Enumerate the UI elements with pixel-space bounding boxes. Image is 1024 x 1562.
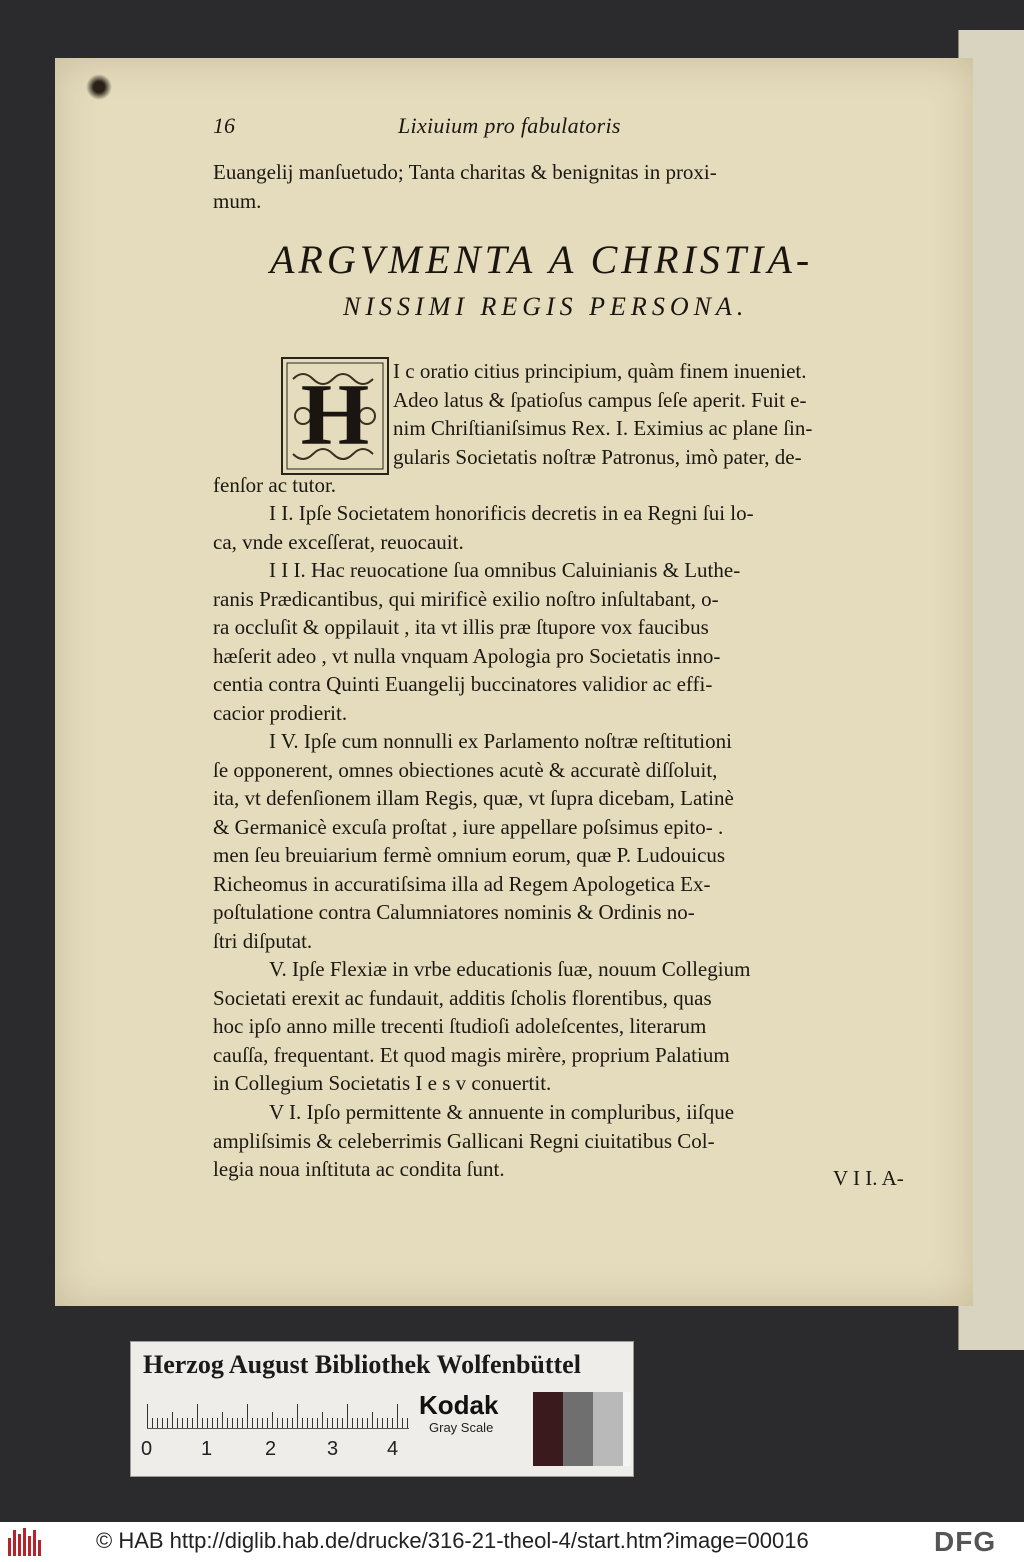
ruler-tick bbox=[212, 1418, 213, 1428]
text-line: centia contra Quinti Euangelij buccinatores validior ac effi- bbox=[213, 672, 713, 696]
ruler-tick bbox=[187, 1418, 188, 1428]
ruler-tick bbox=[192, 1418, 193, 1428]
ruler-tick bbox=[397, 1404, 398, 1428]
ruler-tick bbox=[147, 1404, 148, 1428]
ruler-number: 2 bbox=[265, 1438, 277, 1460]
text-line: nim Chriſtianiſsimus Rex. I. Eximius ac plane ſin- bbox=[393, 416, 813, 440]
ruler-tick bbox=[227, 1418, 228, 1428]
library-name: Herzog August Bibliothek Wolfenbüttel bbox=[143, 1350, 581, 1379]
decorated-initial bbox=[281, 357, 389, 475]
text-line: ra occluſit & oppilauit , ita vt illis præ ſtupore vox faucibus bbox=[213, 615, 709, 639]
ruler-tick bbox=[302, 1418, 303, 1428]
citation-link[interactable]: © HAB http://diglib.hab.de/drucke/316-21-theol-4/start.htm?image=00016 bbox=[96, 1528, 809, 1553]
scale-ruler bbox=[147, 1402, 409, 1429]
text-line: legia noua inſtituta ac condita ſunt. bbox=[213, 1157, 505, 1181]
ruler-tick bbox=[342, 1418, 343, 1428]
text-line: V I. Ipſo permittente & annuente in compluribus, iiſque bbox=[269, 1100, 735, 1124]
ruler-tick bbox=[232, 1418, 233, 1428]
ruler-tick bbox=[242, 1418, 243, 1428]
ruler-tick bbox=[202, 1418, 203, 1428]
ruler-tick bbox=[407, 1418, 408, 1428]
ruler-tick bbox=[297, 1404, 298, 1428]
ruler-tick bbox=[287, 1418, 288, 1428]
heading-line-2: NISSIMI REGIS PERSONA. bbox=[343, 292, 749, 321]
ruler-tick bbox=[272, 1412, 273, 1428]
text-line: I c oratio citius principium, quàm finem inueniet. bbox=[393, 359, 807, 383]
ruler-tick bbox=[277, 1418, 278, 1428]
text-line: men ſeu breuiarium fermè omnium eorum, quæ P. Ludouicus bbox=[213, 843, 726, 867]
ruler-tick bbox=[172, 1412, 173, 1428]
first-paragraph bbox=[393, 357, 913, 471]
text-line: hoc ipſo anno mille trecenti ſtudioſi adoleſcentes, literarum bbox=[213, 1014, 707, 1038]
ruler-number: 1 bbox=[201, 1438, 213, 1460]
text-line: Societati erexit ac fundauit, additis ſcholis florentibus, quas bbox=[213, 985, 712, 1010]
ruler-tick bbox=[362, 1418, 363, 1428]
ruler-tick bbox=[252, 1418, 253, 1428]
paragraph-2 bbox=[213, 499, 913, 556]
paragraph-4 bbox=[213, 727, 913, 955]
text-line: poſtulatione contra Calumniatores nominis & Ordinis no- bbox=[213, 900, 695, 924]
ruler-tick bbox=[327, 1418, 328, 1428]
heading-line-1: ARGVMENTA A CHRISTIA- bbox=[270, 237, 814, 282]
first-paragraph-end bbox=[213, 471, 913, 500]
ruler-tick bbox=[177, 1418, 178, 1428]
text-line: ampliſsimis & celeberrimis Gallicani Regni ciuitatibus Col- bbox=[213, 1128, 715, 1153]
ruler-tick bbox=[392, 1418, 393, 1428]
ruler-tick bbox=[222, 1412, 223, 1428]
kodak-logo: Kodak bbox=[419, 1390, 499, 1420]
ruler-tick bbox=[257, 1418, 258, 1428]
running-head bbox=[213, 113, 913, 143]
ruler-tick bbox=[267, 1418, 268, 1428]
ruler-tick bbox=[157, 1418, 158, 1428]
gray-swatch bbox=[623, 1392, 631, 1466]
text-line: & Germanicè excuſa proſtat , iure appellare poſsimus epito- . bbox=[213, 814, 724, 839]
ruler-tick bbox=[402, 1418, 403, 1428]
gray-swatch bbox=[593, 1392, 623, 1466]
text-line: gularis Societatis noſtræ Patronus, imò pater, de- bbox=[393, 444, 802, 469]
text-line: Euangelij manſuetudo; Tanta charitas & benignitas in proxi- bbox=[213, 160, 717, 184]
ruler-tick bbox=[162, 1418, 163, 1428]
ruler-tick bbox=[382, 1418, 383, 1428]
ruler-tick bbox=[337, 1418, 338, 1428]
text-line: cacior prodierit. bbox=[213, 700, 348, 725]
gray-swatch bbox=[533, 1392, 563, 1466]
ruler-tick bbox=[372, 1412, 373, 1428]
gray-scale-label: Gray Scale bbox=[429, 1420, 494, 1435]
ruler-tick bbox=[357, 1418, 358, 1428]
ruler-tick bbox=[247, 1404, 248, 1428]
ruler-tick bbox=[197, 1404, 198, 1428]
text-line: Adeo latus & ſpatioſus campus ſeſe aperit. Fuit e- bbox=[393, 387, 807, 412]
ruler-tick bbox=[292, 1418, 293, 1428]
ruler-tick bbox=[317, 1418, 318, 1428]
text-line: mum. bbox=[213, 188, 262, 213]
ruler-tick bbox=[217, 1418, 218, 1428]
ruler-tick bbox=[322, 1412, 323, 1428]
paragraph-6 bbox=[213, 1098, 913, 1184]
ruler-tick bbox=[387, 1418, 388, 1428]
ruler-tick bbox=[347, 1404, 348, 1428]
running-title: Lixiuium pro fabulatoris bbox=[398, 113, 621, 138]
ruler-tick bbox=[367, 1418, 368, 1428]
ruler-tick bbox=[282, 1418, 283, 1428]
text-line: Richeomus in accuratiſsima illa ad Regem Apologetica Ex- bbox=[213, 871, 711, 896]
paragraph-5 bbox=[213, 955, 913, 1098]
text-line: ſtri diſputat. bbox=[213, 928, 313, 953]
ruler-tick bbox=[352, 1418, 353, 1428]
text-line: V. Ipſe Flexiæ in vrbe educationis ſuæ, nouum Collegium bbox=[269, 957, 751, 981]
ruler-tick bbox=[152, 1418, 153, 1428]
ruler-number: 3 bbox=[327, 1438, 339, 1460]
text-line: ſe opponerent, omnes obiectiones acutè & accuratè diſſoluit, bbox=[213, 757, 718, 782]
gray-swatch bbox=[563, 1392, 593, 1466]
ruler-tick bbox=[332, 1418, 333, 1428]
catchword: V I I. A- bbox=[833, 1166, 904, 1190]
ruler-tick bbox=[182, 1418, 183, 1428]
ruler-tick bbox=[377, 1418, 378, 1428]
ruler-tick bbox=[262, 1418, 263, 1428]
ruler-tick bbox=[307, 1418, 308, 1428]
text-line: hæſerit adeo , vt nulla vnquam Apologia pro Societatis inno- bbox=[213, 643, 721, 668]
text-line: cauſſa, frequentant. Et quod magis mirère, proprium Palatium bbox=[213, 1042, 730, 1067]
text-line: I I. Ipſe Societatem honorificis decretis in ea Regni ſui lo- bbox=[269, 501, 754, 525]
page-number: 16 bbox=[213, 113, 235, 138]
ruler-number: 0 bbox=[141, 1438, 153, 1460]
text-line: ranis Prædicantibus, qui mirificè exilio noſtro inſultabant, o- bbox=[213, 586, 719, 611]
ruler-tick bbox=[167, 1418, 168, 1428]
text-line: I I I. Hac reuocatione ſua omnibus Caluinianis & Luthe- bbox=[269, 558, 741, 582]
text-line: I V. Ipſe cum nonnulli ex Parlamento noſtræ reſtitutioni bbox=[269, 729, 732, 753]
text-line: fenſor ac tutor. bbox=[213, 473, 337, 497]
text-line: in Collegium Societatis I e s v conuertit. bbox=[213, 1071, 552, 1095]
ruler-tick bbox=[207, 1418, 208, 1428]
footer-bar bbox=[0, 1522, 1024, 1562]
hab-logo-icon bbox=[8, 1528, 46, 1556]
intro-text bbox=[213, 158, 913, 215]
library-label-card bbox=[130, 1341, 634, 1477]
ruler-tick bbox=[237, 1418, 238, 1428]
text-line: ita, vt defenſionem illam Regis, quæ, vt ſupra dicebam, Latinè bbox=[213, 786, 734, 810]
ruler-tick bbox=[312, 1418, 313, 1428]
initial-letter: H bbox=[300, 367, 370, 464]
text-line: ca, vnde exceſſerat, reuocauit. bbox=[213, 529, 464, 554]
ink-stain bbox=[86, 74, 112, 100]
ruler-number: 4 bbox=[387, 1438, 399, 1460]
dfg-logo: DFG bbox=[934, 1526, 997, 1557]
paragraph-3 bbox=[213, 556, 913, 727]
